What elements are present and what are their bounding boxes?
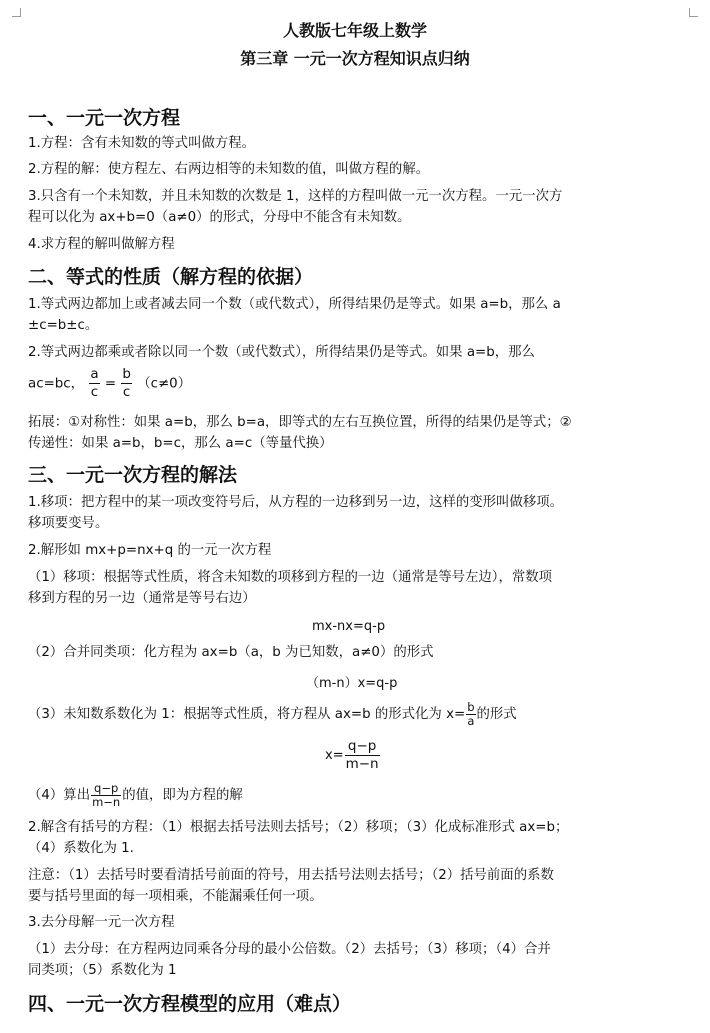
document-subtitle: 第三章 一元一次方程知识点归纳	[240, 49, 470, 68]
paragraph: 3.去分母解一元一次方程	[28, 915, 175, 930]
paragraph: ±c=b±c。	[28, 318, 99, 333]
paragraph: 移项要变号。	[28, 516, 109, 531]
section-heading-2: 二、等式的性质（解方程的依据）	[28, 266, 314, 288]
paragraph: 移到方程的另一边（通常是等号右边）	[28, 591, 256, 606]
page-corner-mark	[689, 8, 698, 17]
paragraph-with-fraction	[28, 778, 668, 814]
text: 的形式	[476, 707, 517, 722]
paragraph: 2.解含有括号的方程：（1）根据去括号法则去括号；（2）移项；（3）化成标准形式 ax=b；	[28, 820, 569, 835]
paragraph: 传递性：如果 a=b，b=c，那么 a=c（等量代换）	[28, 436, 333, 451]
document-title: 人教版七年级上数学	[282, 21, 427, 40]
paragraph: 1.等式两边都加上或者减去同一个数（或代数式），所得结果仍是等式。如果 a=b，那么 a	[28, 297, 561, 312]
fraction-q-p-over-m-n: $\frac{q-p}{m-n}$	[345, 738, 379, 772]
paragraph: 3.只含有一个未知数，并且未知数的次数是 1，这样的方程叫做一元一次方程。一元一次方	[28, 189, 563, 204]
section-heading-4: 四、一元一次方程模型的应用（难点）	[28, 993, 352, 1015]
paragraph: （1）去分母：在方程两边同乘各分母的最小公倍数。（2）去括号；（3）移项；（4）合并	[28, 942, 551, 957]
text: x=	[325, 748, 344, 763]
equation-centered: （m-n）x=q-p	[306, 676, 398, 691]
fraction-a-over-c: $\frac{a}{c}$	[90, 366, 99, 400]
text: 的值，即为方程的解	[122, 788, 243, 803]
paragraph: 2.方程的解：使方程左、右两边相等的未知数的值，叫做方程的解。	[28, 162, 430, 177]
text: （4）算出	[28, 788, 91, 803]
paragraph: 拓展：①对称性：如果 a=b，那么 b=a，即等式的左右互换位置，所得的结果仍是等式；②	[28, 415, 572, 430]
paragraph: 1.方程：含有未知数的等式叫做方程。	[28, 136, 256, 151]
fraction-b-over-c: $\frac{b}{c}$	[122, 366, 131, 400]
page-corner-mark	[12, 8, 21, 17]
text: （c≠0）	[137, 376, 192, 392]
section-heading-3: 三、一元一次方程的解法	[28, 464, 238, 486]
paragraph: 4.求方程的解叫做解方程	[28, 237, 175, 252]
paragraph: 要与括号里面的每一项相乘，不能漏乘任何一项。	[28, 889, 323, 904]
paragraph: （2）合并同类项：化方程为 ax=b（a，b 为已知数，a≠0）的形式	[28, 645, 434, 660]
paragraph: （4）系数化为 1.	[28, 841, 134, 856]
equals-sign: =	[104, 376, 117, 392]
paragraph: 同类项；（5）系数化为 1	[28, 963, 177, 978]
text: （3）未知数系数化为 1：根据等式性质，将方程从 ax=b 的形式化为 x=	[28, 707, 466, 722]
fraction-equation-line	[28, 366, 668, 403]
paragraph: 1.移项：把方程中的某一项改变符号后，从方程的一边移到另一边，这样的变形叫做移项。	[28, 495, 564, 510]
paragraph: 2.解形如 mx+p=nx+q 的一元一次方程	[28, 543, 272, 558]
paragraph-with-fraction	[28, 697, 668, 733]
paragraph: 程可以化为 ax+b=0（a≠0）的形式，分母中不能含有未知数。	[28, 210, 411, 225]
paragraph: （1）移项：根据等式性质，将含未知数的项移到方程的一边（通常是等号左边），常数项	[28, 570, 553, 585]
text: ac=bc，	[28, 376, 85, 392]
equation-centered	[325, 738, 381, 773]
paragraph: 2.等式两边都乘或者除以同一个数（或代数式），所得结果仍是等式。如果 a=b，那么	[28, 345, 535, 360]
fraction-b-over-a: $\frac{b}{a}$	[467, 699, 475, 728]
paragraph: 注意：（1）去括号时要看清括号前面的符号，用去括号法则去括号；（2）括号前面的系数	[28, 868, 554, 883]
fraction-q-p-over-m-n: $\frac{q-p}{m-n}$	[92, 780, 121, 809]
equation-centered: mx-nx=q-p	[312, 619, 386, 634]
section-heading-1: 一、一元一次方程	[28, 107, 181, 129]
